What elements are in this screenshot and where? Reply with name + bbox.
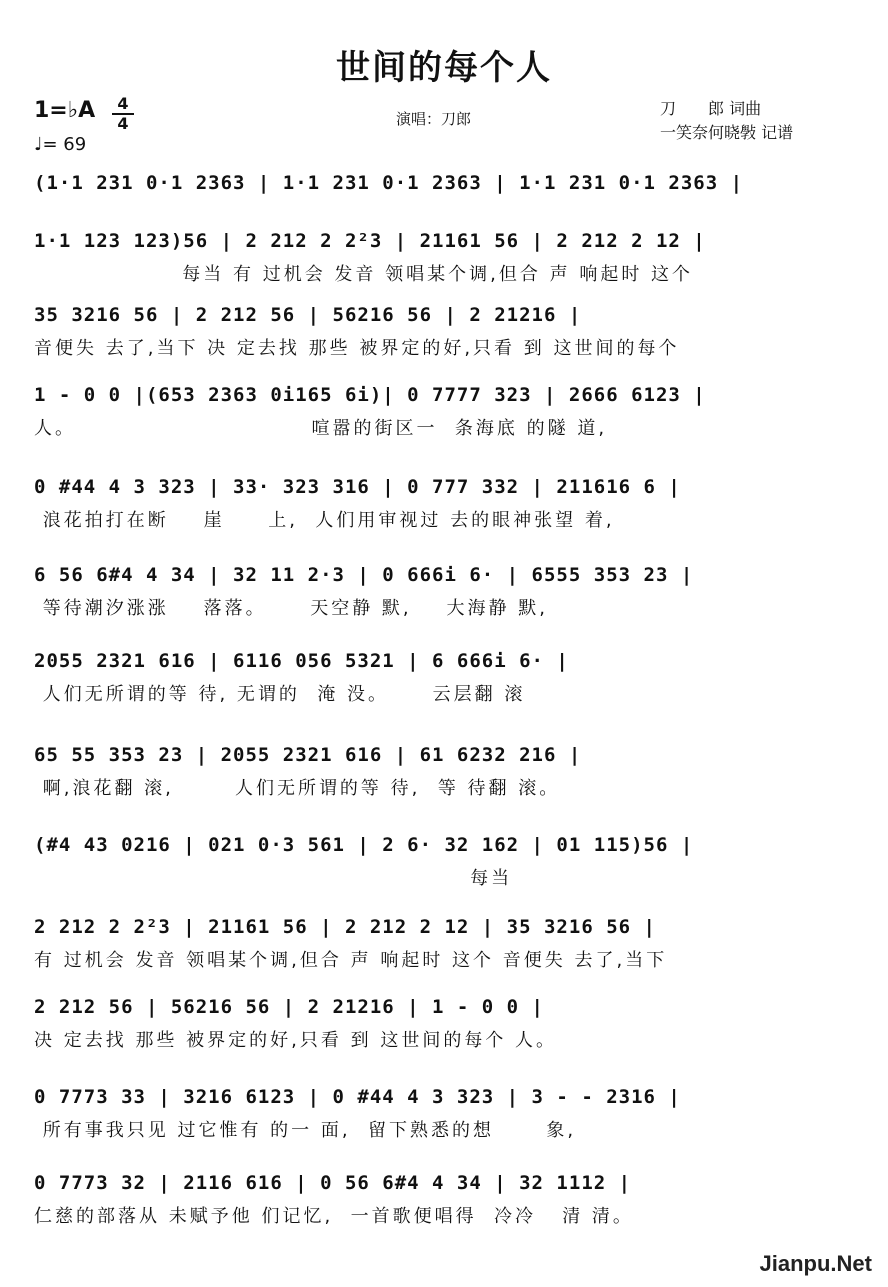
notation-line: (#4 43 0216 | 021 0·3 561 | 2 6· 32 162 | 01 115)56 |: [34, 834, 694, 856]
song-title: 世间的每个人: [336, 48, 552, 88]
lyrics-line: 所有事我只见 过它惟有 的一 面, 留下熟悉的想 象,: [34, 1120, 577, 1141]
notation-line: 1 - 0 0 |(653 2363 0i165 6i)| 0 7777 323 | 2666 6123 |: [34, 384, 706, 406]
lyrics-line: 每当: [34, 868, 513, 889]
notation-line: (1·1 231 0·1 2363 | 1·1 231 0·1 2363 | 1·1 231 0·1 2363 |: [34, 172, 744, 194]
notation-line: 1·1 123 123)56 | 2 212 2 2²3 | 21161 56 | 2 212 2 12 |: [34, 230, 706, 252]
singer-credit: 演唱：刀郎: [396, 110, 472, 128]
tempo-marking: ♩= 69: [34, 134, 87, 155]
time-signature-bottom: 4: [117, 114, 129, 133]
lyrics-line: 仁慈的部落从 未赋予他 们记忆, 一首歌便唱得 冷冷 清 清。: [34, 1206, 634, 1227]
transcriber-credit: 一笑奈何晓斅 记谱: [660, 123, 794, 142]
notation-line: 0 7773 32 | 2116 616 | 0 56 6#4 4 34 | 32 1112 |: [34, 1172, 632, 1194]
lyrics-line: 人。 喧嚣的街区一 条海底 的隧 道,: [34, 418, 608, 439]
notation-line: 65 55 353 23 | 2055 2321 616 | 61 6232 216 |: [34, 744, 582, 766]
notation-line: 2 212 56 | 56216 56 | 2 21216 | 1 - 0 0 |: [34, 996, 544, 1018]
lyrics-line: 啊,浪花翻 滚, 人们无所谓的等 待, 等 待翻 滚。: [34, 778, 561, 799]
notation-line: 2055 2321 616 | 6116 056 5321 | 6 666i 6· |: [34, 650, 569, 672]
notation-line: 35 3216 56 | 2 212 56 | 56216 56 | 2 21216 |: [34, 304, 582, 326]
time-signature-top: 4: [117, 94, 129, 113]
watermark: Jianpu.Net: [759, 1251, 872, 1276]
lyrics-line: 浪花拍打在断 崖 上, 人们用审视过 去的眼神张望 着,: [34, 510, 615, 531]
notation-line: 6 56 6#4 4 34 | 32 11 2·3 | 0 666i 6· | 6555 353 23 |: [34, 564, 694, 586]
composer-credit: 刀 郎 词曲: [660, 99, 762, 118]
notation-line: 0 #44 4 3 323 | 33· 323 316 | 0 777 332 | 211616 6 |: [34, 476, 681, 498]
key-signature: 1=♭A: [34, 98, 96, 123]
time-signature: [112, 96, 134, 132]
lyrics-line: 有 过机会 发音 领唱某个调,但合 声 响起时 这个 音便失 去了,当下: [34, 950, 668, 971]
lyrics-line: 人们无所谓的等 待, 无谓的 淹 没。 云层翻 滚: [34, 684, 526, 705]
lyrics-line: 每当 有 过机会 发音 领唱某个调,但合 声 响起时 这个: [34, 264, 694, 285]
lyrics-line: 等待潮汐涨涨 落落。 天空静 默, 大海静 默,: [34, 598, 548, 619]
lyrics-line: 音便失 去了,当下 决 定去找 那些 被界定的好,只看 到 这世间的每个: [34, 338, 680, 359]
lyrics-line: 决 定去找 那些 被界定的好,只看 到 这世间的每个 人。: [34, 1030, 558, 1051]
notation-line: 0 7773 33 | 3216 6123 | 0 #44 4 3 323 | 3 - - 2316 |: [34, 1086, 681, 1108]
notation-line: 2 212 2 2²3 | 21161 56 | 2 212 2 12 | 35 3216 56 |: [34, 916, 656, 938]
